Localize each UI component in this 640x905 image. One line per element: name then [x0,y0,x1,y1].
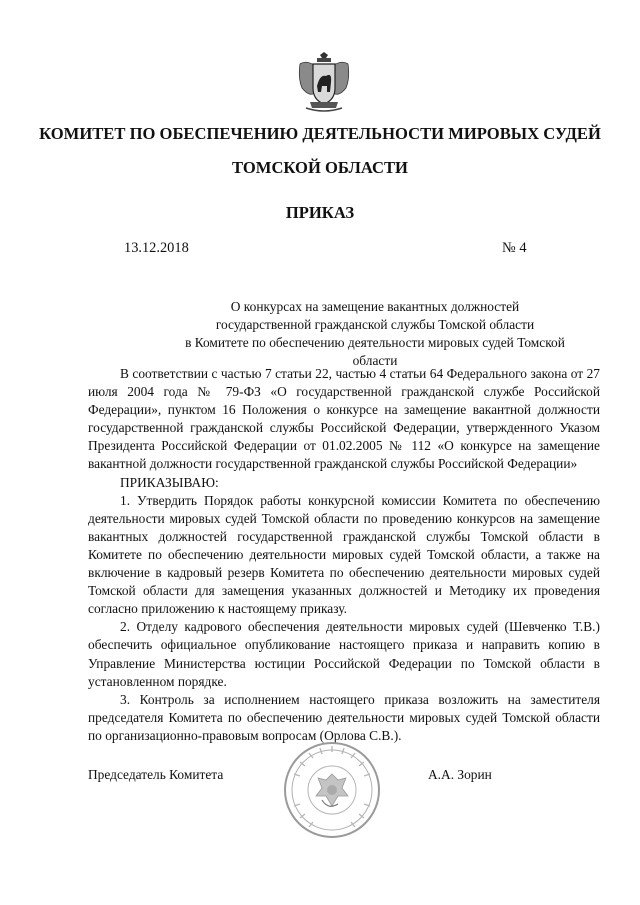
document-number: № 4 [502,240,527,256]
subject-line: государственной гражданской службы Томской области [215,317,535,332]
coat-of-arms-icon [296,52,352,114]
document-subject [180,298,570,370]
preamble-paragraph: В соответствии с частью 7 статьи 22, частью 4 статьи 64 Федерального закона от 27 июля 2004 года № 79-ФЗ «О государственной гражданской службе Российской Федерации», пунктом 16 Положения о конкурсе на замещение вакантной должности государственной гражданской службы Российской Федерации, утвержденного Указом Президента Российской Федерации от 01.02.2005 № 112 «О конкурсе на замещение вакантной должности государственной гражданской службы Российской Федерации» [88,366,600,472]
document-body [88,365,600,745]
organization-region: ТОМСКОЙ ОБЛАСТИ [232,158,408,177]
document-type: ПРИКАЗ [285,203,355,222]
signatory-title: Председатель Комитета [88,767,224,782]
document-date: 13.12.2018 [124,240,189,256]
subject-line: О конкурсах на замещение вакантных должностей [230,299,520,314]
order-item-2: 2. Отделу кадрового обеспечения деятельности мировых судей (Шевченко Т.В.) обеспечить официальное опубликование настоящего приказа и направить копию в Управление Министерства юстиции Российской Федерации по Томской области в установленном порядке. [88,619,600,689]
order-item-3: 3. Контроль за исполнением настоящего приказа возложить на заместителя председателя Комитета по обеспечению деятельности мировых судей Томской области по организационно-правовым вопросам (Орлова С.В.). [88,691,600,743]
signatory-name: А.А. Зорин [428,767,492,782]
subject-line: в Комитете по обеспечению деятельности мировых судей Томской области [185,335,565,368]
order-item-1: 1. Утвердить Порядок работы конкурсной комиссии Комитета по обеспечению деятельности мировых судей Томской области по проведению конкурсов на замещение вакантных должностей государственной гражданской службы Томской области в Комитете по обеспечению деятельности мировых судей Томской области, а также на включение в кадровый резерв Комитета по обеспечению деятельности мировых судей Томской области для замещения указанных должностей и Методику их проведения согласно приложению к настоящему приказу. [88,492,600,617]
order-word: ПРИКАЗЫВАЮ: [120,474,219,490]
organization-name: КОМИТЕТ ПО ОБЕСПЕЧЕНИЮ ДЕЯТЕЛЬНОСТИ МИРОВЫХ СУДЕЙ [39,124,601,143]
seal-stamp-icon [282,740,382,840]
